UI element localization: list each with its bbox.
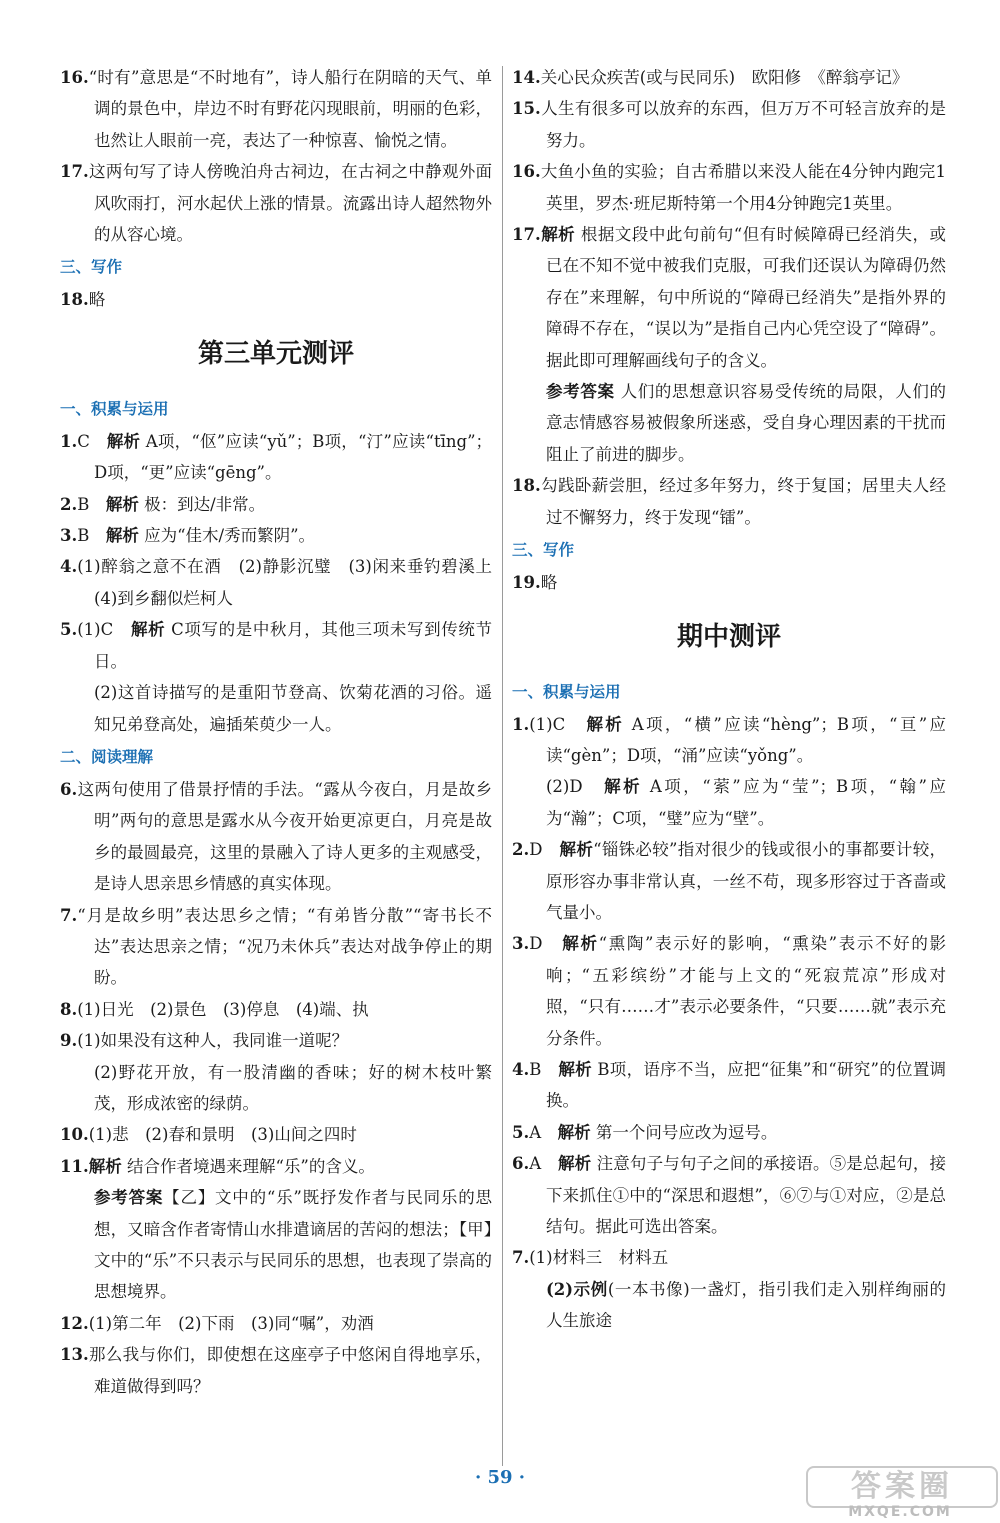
analysis-text: “熏陶”表示好的影响，“熏染”表示不好的影响；“五彩缤纷”才能与上文的“死寂荒凉”形成对照，“只有……才”表示必要条件，“只要……就”表示充分条件。 xyxy=(546,934,947,1048)
answer-number: 3. xyxy=(512,934,530,954)
answer-choice: A xyxy=(529,1154,558,1174)
answer-choice: (1)C xyxy=(529,714,587,734)
analysis-text: A项，“萦”应为“莹”；B项，“翰”应为“瀚”；C项，“璧”应为“壁”。 xyxy=(546,777,946,828)
answer-text: 略 xyxy=(88,290,106,310)
answer-1 xyxy=(60,426,492,489)
section-heading-reading: 二、阅读理解 xyxy=(60,747,154,766)
answer-12 xyxy=(60,1308,492,1339)
answer-5 xyxy=(512,1117,946,1148)
answer-5-part-2: (2)这首诗描写的是重阳节登高、饮菊花酒的习俗。遥知兄弟登高处，遍插茱萸少一人。 xyxy=(94,683,492,734)
answer-choice: A xyxy=(529,1122,558,1142)
answer-choice: D xyxy=(529,934,563,954)
answer-text: (1)日光 (2)景色 (3)停息 (4)端、执 xyxy=(77,999,369,1019)
answer-number: 7. xyxy=(60,905,78,925)
midterm-title: 期中测评 xyxy=(676,621,781,652)
answer-11-reference xyxy=(60,1182,492,1308)
answer-3 xyxy=(512,928,946,1054)
section-heading-writing: 三、写作 xyxy=(512,541,575,560)
answer-number: 1. xyxy=(512,714,530,734)
analysis-label: 解析 xyxy=(562,934,599,954)
answer-6 xyxy=(512,1148,946,1242)
analysis-text: C项写的是中秋月，其他三项未写到传统节日。 xyxy=(94,620,493,671)
answer-choice: B xyxy=(77,494,106,514)
answer-17-reference xyxy=(512,376,946,470)
answer-2 xyxy=(60,489,492,520)
analysis-label: 解析 xyxy=(558,1059,592,1079)
answer-7-part-2 xyxy=(512,1274,946,1337)
answer-number: 14. xyxy=(512,68,541,87)
answer-number: 17. xyxy=(512,225,541,245)
example-label: (2)示例 xyxy=(546,1279,608,1299)
answer-9 xyxy=(60,1025,492,1056)
answer-text: 大鱼小鱼的实验；自古希腊以来没人能在4分钟内跑完1英里，罗杰·班尼斯特第一个用4分钟跑完1英里。 xyxy=(540,162,946,213)
left-column xyxy=(60,62,509,1402)
answer-number: 7. xyxy=(512,1248,530,1268)
section-heading-writing: 三、写作 xyxy=(60,258,123,277)
answer-number: 5. xyxy=(512,1122,530,1142)
column-divider xyxy=(502,66,503,1466)
answer-number: 8. xyxy=(60,999,78,1019)
answer-4 xyxy=(512,1054,946,1117)
answer-text: (1)醉翁之意不在酒 (2)静影沉璧 (3)闲来垂钓碧溪上 (4)到乡翻似烂柯人 xyxy=(77,557,509,608)
answer-11 xyxy=(60,1151,492,1182)
answer-19 xyxy=(512,567,946,598)
answer-18 xyxy=(60,284,492,315)
analysis-label: 解析 xyxy=(540,225,576,245)
example-text: (一本书像)一盏灯，指引我们走入别样绚丽的人生旅途 xyxy=(546,1279,946,1331)
analysis-label: 解析 xyxy=(604,777,643,797)
section-heading-accumulation: 一、积累与运用 xyxy=(512,682,621,701)
answer-text: (1)第二年 (2)下雨 (3)同“嘱”，劝酒 xyxy=(88,1313,374,1333)
answer-choice: B xyxy=(77,526,106,546)
watermark-logo-text: 答案圈 xyxy=(806,1466,998,1508)
answer-number: 15. xyxy=(512,99,541,119)
answer-6 xyxy=(60,774,492,900)
analysis-text: 第一个问号应改为逗号。 xyxy=(590,1122,778,1142)
analysis-label: 解析 xyxy=(106,431,141,451)
answer-16 xyxy=(512,156,946,219)
analysis-label: 解析 xyxy=(557,1154,592,1174)
answer-14 xyxy=(512,62,946,93)
section-heading-accumulation: 一、积累与运用 xyxy=(60,399,169,418)
answer-choice: (2)D xyxy=(546,777,605,797)
answer-number: 18. xyxy=(60,290,89,310)
answer-4 xyxy=(60,551,509,614)
answer-8 xyxy=(60,994,492,1025)
answer-18 xyxy=(512,470,946,533)
answer-number: 6. xyxy=(512,1154,530,1174)
answer-10 xyxy=(60,1119,492,1150)
answer-number: 2. xyxy=(512,840,530,860)
answer-number: 2. xyxy=(60,494,78,514)
answer-1 xyxy=(512,709,946,772)
answer-15 xyxy=(512,93,946,156)
analysis-text: “锱铢必较”指对很少的钱或很小的事都要计较，原形容办事非常认真，一丝不苟，现多形容过于吝啬或气量小。 xyxy=(546,840,947,922)
answer-text: (1)材料三 材料五 xyxy=(529,1248,669,1268)
answer-number: 6. xyxy=(60,779,78,799)
analysis-label: 解析 xyxy=(586,714,625,734)
answer-17 xyxy=(512,219,946,376)
reference-answer-text: 人们的思想意识容易受传统的局限，人们的意志情感容易被假象所迷惑，受自身心理因素的干扰而阻止了前进的脚步。 xyxy=(546,382,946,464)
analysis-text: 注意句子与句子之间的承接语。⑤是总起句，接下来抓住①中的“深思和遐想”，⑥⑦与①对应，②是总结句。据此可选出答案。 xyxy=(546,1154,947,1236)
answer-text: 那么我与你们，即使想在这座亭子中悠闲自得地享乐，难道做得到吗？ xyxy=(88,1345,492,1396)
analysis-label: 解析 xyxy=(105,526,139,546)
answer-number: 19. xyxy=(512,573,541,593)
analysis-text: 极：到达/非常。 xyxy=(138,494,266,514)
answer-choice: D xyxy=(529,840,560,860)
reference-answer-text: 【乙】文中的“乐”既抒发作者与民同乐的思想，又暗含作者寄情山水排遣谪居的苦闷的想法；【甲】文中的“乐”不只表示与民同乐的思想，也表现了崇高的思想境界。 xyxy=(94,1188,492,1302)
answer-number: 5. xyxy=(60,620,78,640)
answer-text: (1)如果没有这种人，我同谁一道呢？ xyxy=(77,1031,349,1051)
analysis-label: 解析 xyxy=(559,840,594,860)
analysis-text: B项，语序不当，应把“征集”和“研究”的位置调换。 xyxy=(546,1059,946,1111)
answer-number: 18. xyxy=(512,476,541,496)
answer-5 xyxy=(60,614,492,677)
analysis-text: 应为“佳木/秀而繁阴”。 xyxy=(138,526,316,546)
answer-choice: B xyxy=(529,1059,559,1079)
answer-number: 9. xyxy=(60,1031,78,1051)
answer-text: (1)悲 (2)春和景明 (3)山间之四时 xyxy=(88,1125,357,1145)
answer-number: 16. xyxy=(512,162,541,182)
answer-number: 4. xyxy=(60,557,78,577)
answer-3 xyxy=(60,520,492,551)
answer-number: 16. xyxy=(60,68,89,87)
answer-text: “月是故乡明”表达思乡之情；“有弟皆分散”“寄书长不达”表达思亲之情；“况乃未休兵”表达对战争停止的期盼。 xyxy=(77,905,492,988)
answer-choice: (1)C xyxy=(77,620,131,640)
answer-text: 人生有很多可以放弃的东西，但万万不可轻言放弃的是努力。 xyxy=(540,99,946,150)
analysis-text: 结合作者境遇来理解“乐”的含义。 xyxy=(121,1156,375,1176)
answer-2 xyxy=(512,834,946,928)
answer-7 xyxy=(512,1242,946,1273)
page-number: · 59 · xyxy=(474,1467,526,1488)
analysis-label: 解析 xyxy=(105,494,139,514)
answer-text: “时有”意思是“不时地有”，诗人船行在阴暗的天气、单调的景色中，岸边不时有野花闪现眼前，明丽的色彩，也然让人眼前一亮，表达了一种惊喜、愉悦之情。 xyxy=(88,68,492,150)
analysis-label: 解析 xyxy=(88,1156,122,1176)
answer-number: 12. xyxy=(60,1313,89,1333)
answer-13 xyxy=(60,1339,492,1402)
reference-answer-label: 参考答案 xyxy=(94,1188,164,1208)
answer-17 xyxy=(60,156,492,250)
answer-16 xyxy=(60,62,492,156)
unit-title: 第三单元测评 xyxy=(197,338,354,369)
answer-number: 13. xyxy=(60,1345,89,1365)
answer-choice: C xyxy=(77,431,107,451)
right-column xyxy=(512,62,946,1337)
analysis-label: 解析 xyxy=(130,620,166,640)
answer-text: 略 xyxy=(540,573,558,593)
analysis-text: A项，“伛”应读“yǔ”；B项，“汀”应读“tīng”；D项，“更”应读“gēng”。 xyxy=(94,431,493,483)
answer-number: 3. xyxy=(60,526,78,546)
answer-text: 这两句使用了借景抒情的手法。“露从今夜白，月是故乡明”两句的意思是露水从今夜开始更凉更白，月亮是故乡的最圆最亮，这里的景融入了诗人更多的主观感受，是诗人思亲思乡情感的真实体现。 xyxy=(77,779,492,894)
analysis-label: 解析 xyxy=(557,1122,591,1142)
answer-1-part-2 xyxy=(512,771,946,834)
answer-number: 17. xyxy=(60,162,89,182)
answer-number: 4. xyxy=(512,1059,530,1079)
answer-text: 关心民众疾苦(或与民同乐) 欧阳修 《醉翁亭记》 xyxy=(540,68,909,87)
answer-9-part-2: (2)野花开放，有一股清幽的香味；好的树木枝叶繁茂，形成浓密的绿荫。 xyxy=(94,1062,492,1113)
answer-text: 这两句写了诗人傍晚泊舟古祠边，在古祠之中静观外面风吹雨打，河水起伏上涨的情景。流露出诗人超然物外的从容心境。 xyxy=(88,162,492,245)
answer-number: 1. xyxy=(60,431,78,451)
answer-7 xyxy=(60,900,492,994)
watermark-logo xyxy=(806,1466,994,1520)
analysis-text: 根据文段中此句前句“但有时候障碍已经消失，或已在不知不觉中被我们克服，可我们还误认为障碍仍然存在”来理解，句中所说的“障碍已经消失”是指外界的障碍不存在，“误以为”是指自己内心凭空设了“障碍”。据此即可理解画线句子的含义。 xyxy=(546,225,946,370)
answer-text: 勾践卧薪尝胆，经过多年努力，终于复国；居里夫人经过不懈努力，终于发现“镭”。 xyxy=(540,476,946,527)
answer-number: 11. xyxy=(60,1156,89,1176)
analysis-text: A项，“横”应读“hèng”；B项，“亘”应读“gèn”；D项，“涌”应读“yǒng”。 xyxy=(546,714,947,765)
answer-number: 10. xyxy=(60,1125,89,1145)
reference-answer-label: 参考答案 xyxy=(546,382,615,402)
watermark-url: MXQE.COM xyxy=(848,1504,952,1520)
